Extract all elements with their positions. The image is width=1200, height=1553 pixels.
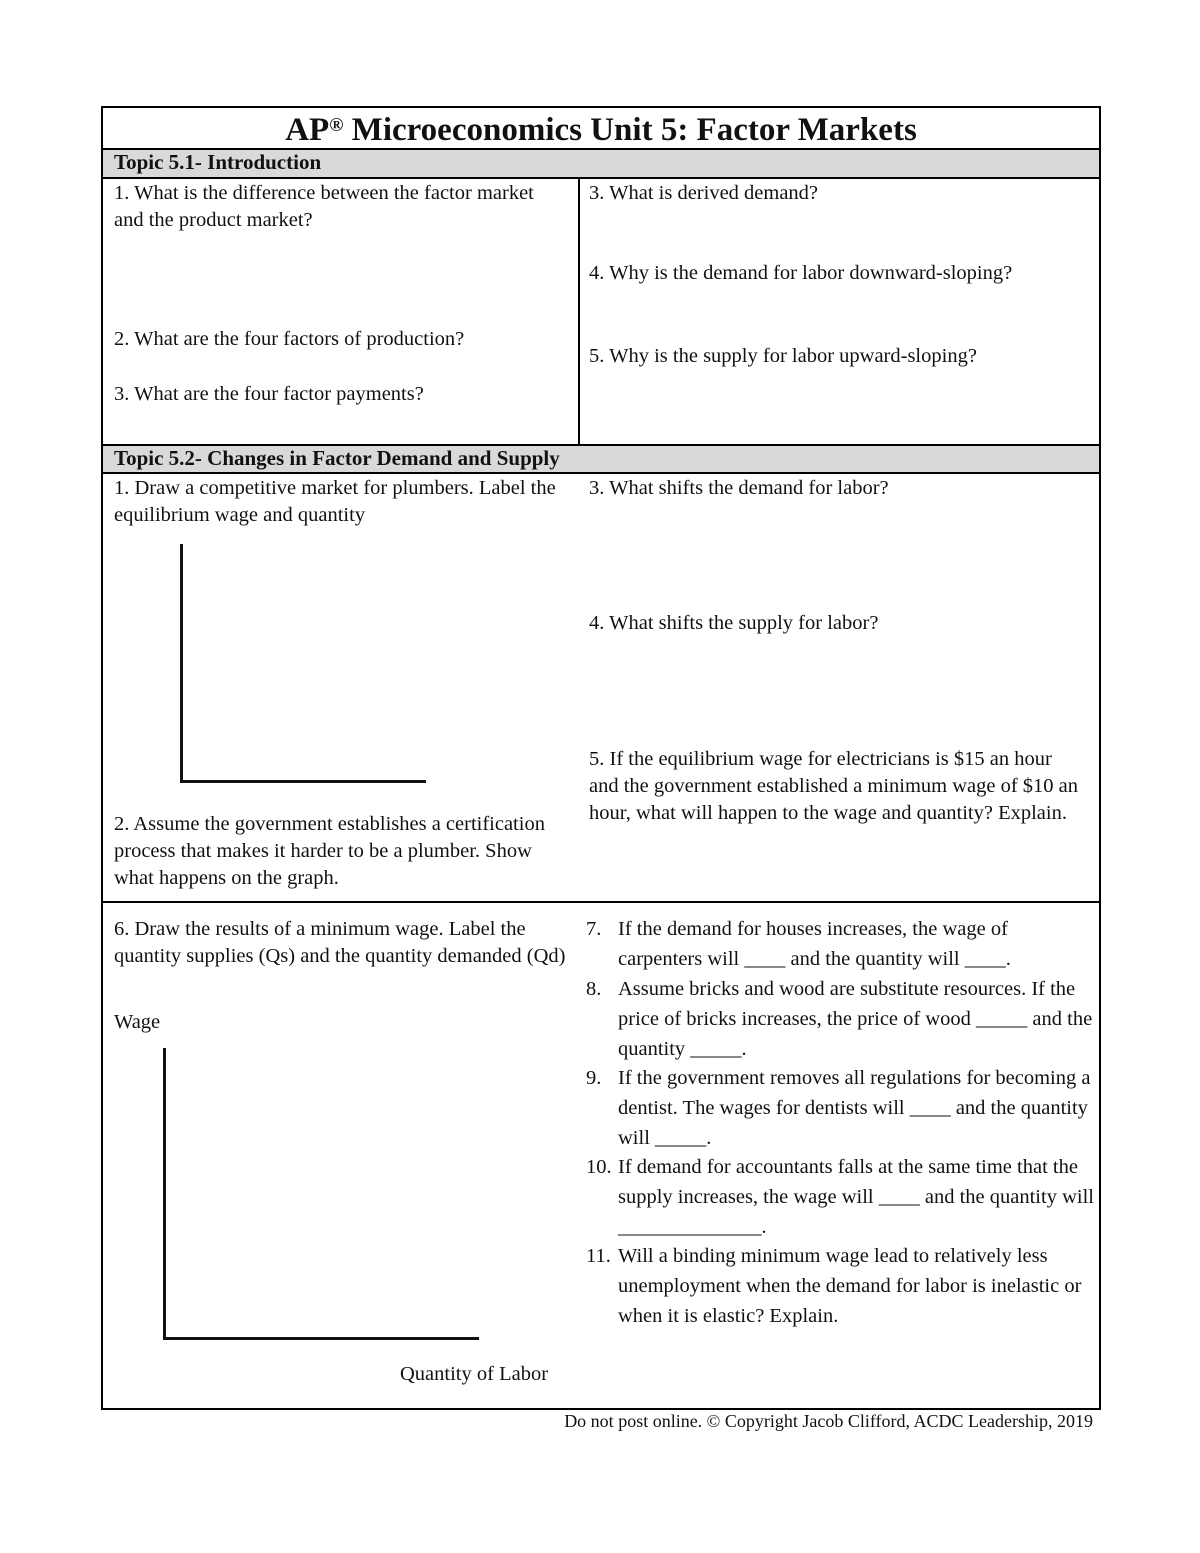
graph2-x-label: Quantity of Labor [400,1363,549,1385]
questions-list: 7. If the demand for houses increases, the wage of carpenters will ____ and the quantity will ____. 8. Assume bricks and wood are substitute resources. If the price of bricks increases, the price of wood _____ and the quantity _____. 9. If the government removes all regulations for becoming a dentist. The wages for dentists will ____ and the quantity will _____. 10. If demand for accountants falls at the same time that the supply increases, the wage will ____ and the quantity will ______________. 11. Will a binding minimum wage lead to relatively less unemployment when the demand for labor is inelastic or when it is elastic? Explain. [586,918,1094,1327]
t1-question-4: 4. Why is the demand for labor downward-sloping? [589,262,1013,284]
t2-question-3: 3. What shifts the demand for labor? [589,477,889,499]
t1-question-5: 5. Why is the supply for labor upward-sloping? [589,345,977,367]
section-divider [103,901,1099,903]
registered-mark: ® [329,115,344,136]
graph2-y-label: Wage [114,1011,161,1033]
t1-question-3: 3. What are the four factor payments? [114,383,424,405]
t2-question-6: 6. Draw the results of a minimum wage. Label the quantity supplies (Qs) and the quantity demanded (Qd) [114,918,566,967]
t1-question-2: 2. What are the four factors of production? [114,328,465,350]
topic-5-1-header: Topic 5.1- Introduction [103,148,1099,179]
column-divider [578,179,580,444]
t2-question-5: 5. If the equilibrium wage for electricians is $15 an hour and the government established a minimum wage of $10 an hour, what will happen to the wage and quantity? Explain. [589,748,1079,824]
graph1-y-axis [180,544,183,782]
page-title: AP® Microeconomics Unit 5: Factor Markets [285,112,917,148]
t1-question-3b: 3. What is derived demand? [589,182,819,204]
worksheet [101,106,1101,1410]
graph2-x-axis [163,1337,479,1340]
copyright-footer: Do not post online. © Copyright Jacob Clifford, ACDC Leadership, 2019 [564,1411,1093,1431]
t2-question-1: 1. Draw a competitive market for plumbers. Label the equilibrium wage and quantity [114,477,556,526]
t2-question-2: 2. Assume the government establishes a certification process that makes it harder to be a plumber. Show what happens on the graph. [114,813,545,889]
t2-question-4: 4. What shifts the supply for labor? [589,612,879,634]
graph2-y-axis [163,1048,166,1340]
graph1-x-axis [180,780,426,783]
topic-5-2-header: Topic 5.2- Changes in Factor Demand and Supply [103,444,1099,474]
t1-question-1: 1. What is the difference between the factor market and the product market? [114,182,534,231]
